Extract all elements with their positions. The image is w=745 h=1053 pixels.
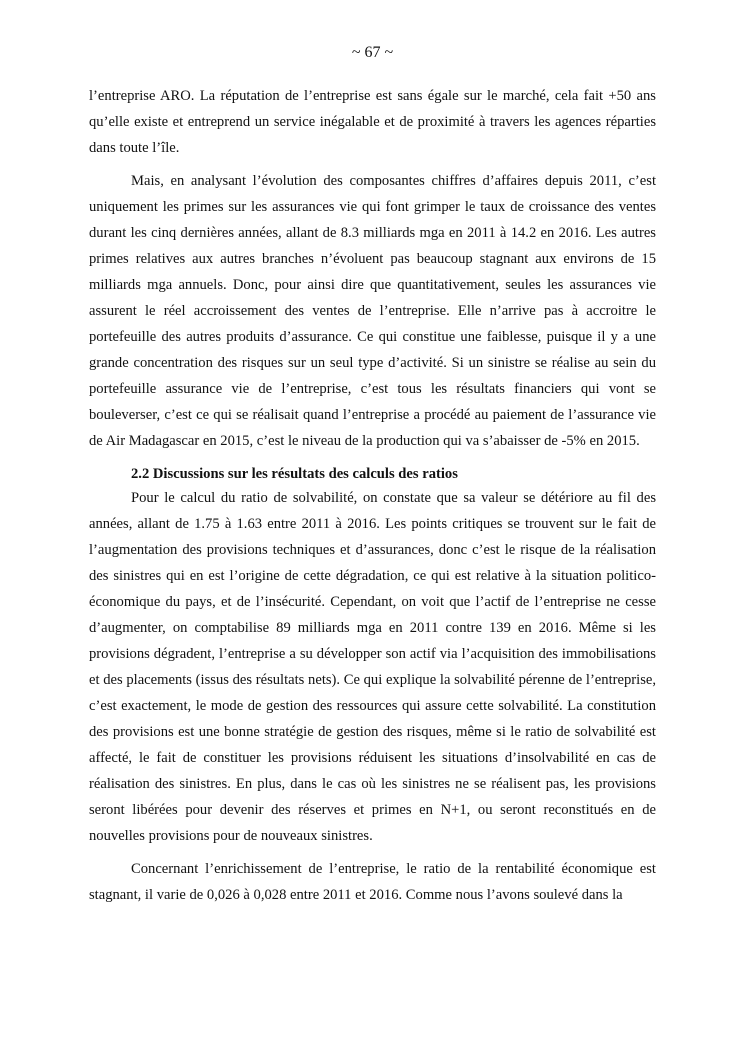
paragraph-sales-analysis: Mais, en analysant l’évolution des composantes chiffres d’affaires depuis 2011, c’est uniquement les primes sur les assurances vie qui font grimper le taux de croissance des ventes durant les cinq dernières années, allant de 8.3 milliards mga en 2011 à 14.2 en 2016. Les autres primes relatives aux autres branches n’évoluent pas beaucoup stagnant aux environs de 15 milliards mga annuels. Donc, pour ainsi dire que quantitativement, seules les assurances vie assurent le réel accroissement des ventes de l’entreprise. Elle n’arrive pas à accroitre le portefeuille des autres produits d’assurance. Ce qui constitue une faiblesse, puisque il y a une grande concentration des risques sur un seul type d’activité. Si un sinistre se réalise au sein du portefeuille assurance vie de l’entreprise, c’est tous les résultats financiers qui vont se bouleverser, c’est ce qui se réalisait quand l’entreprise a procédé au paiement de l’assurance vie de Air Madagascar en 2015, c’est le niveau de la production qui va s’abaisser de -5% en 2015.: [89, 173, 656, 449]
paragraph-continuation: l’entreprise ARO. La réputation de l’entreprise est sans égale sur le marché, cela fait +50 ans qu’elle existe et entreprend un service inégalable et de proximité à travers les agences réparties dans toute l’île.: [89, 88, 656, 156]
paragraph-solvency-ratio: Pour le calcul du ratio de solvabilité, on constate que sa valeur se détériore au fil des années, allant de 1.75 à 1.63 entre 2011 à 2016. Les points critiques se trouvent sur le fait de l’augmentation des provisions techniques et d’assurances, donc c’est le risque de la réalisation des sinistres qui en est l’origine de cette dégradation, ce qui est relative à la situation politico-économique du pays, et de l’insécurité. Cependant, on voit que l’actif de l’entreprise ne cesse d’augmenter, on comptabilise 89 milliards mga en 2011 contre 139 en 2016. Même si les provisions dégradent, l’entreprise a su développer son actif via l’acquisition des immobilisations et des placements (issus des résultats nets). Ce qui explique la solvabilité pérenne de l’entreprise, c’est exactement, le mode de gestion des ressources qui assure cette solvabilité. La constitution des provisions est une bonne stratégie de gestion des risques, même si le ratio de solvabilité est affecté, le fait de constituer les provisions réduisent les situations d’insolvabilité en cas de réalisation des sinistres. En plus, dans le cas où les sinistres ne se réalisent pas, les provisions seront libérées pour devenir des réserves et primes en N+1, ou seront reconstitués en de nouvelles provisions pour de nouveaux sinistres.: [89, 490, 656, 844]
page-number: ~ 67 ~: [351, 44, 394, 61]
section-heading: 2.2 Discussions sur les résultats des calculs des ratios: [131, 466, 458, 482]
document-body: [89, 83, 656, 908]
paragraph-profitability: Concernant l’enrichissement de l’entreprise, le ratio de la rentabilité économique est stagnant, il varie de 0,026 à 0,028 entre 2011 et 2016. Comme nous l’avons soulevé dans la: [89, 861, 656, 903]
